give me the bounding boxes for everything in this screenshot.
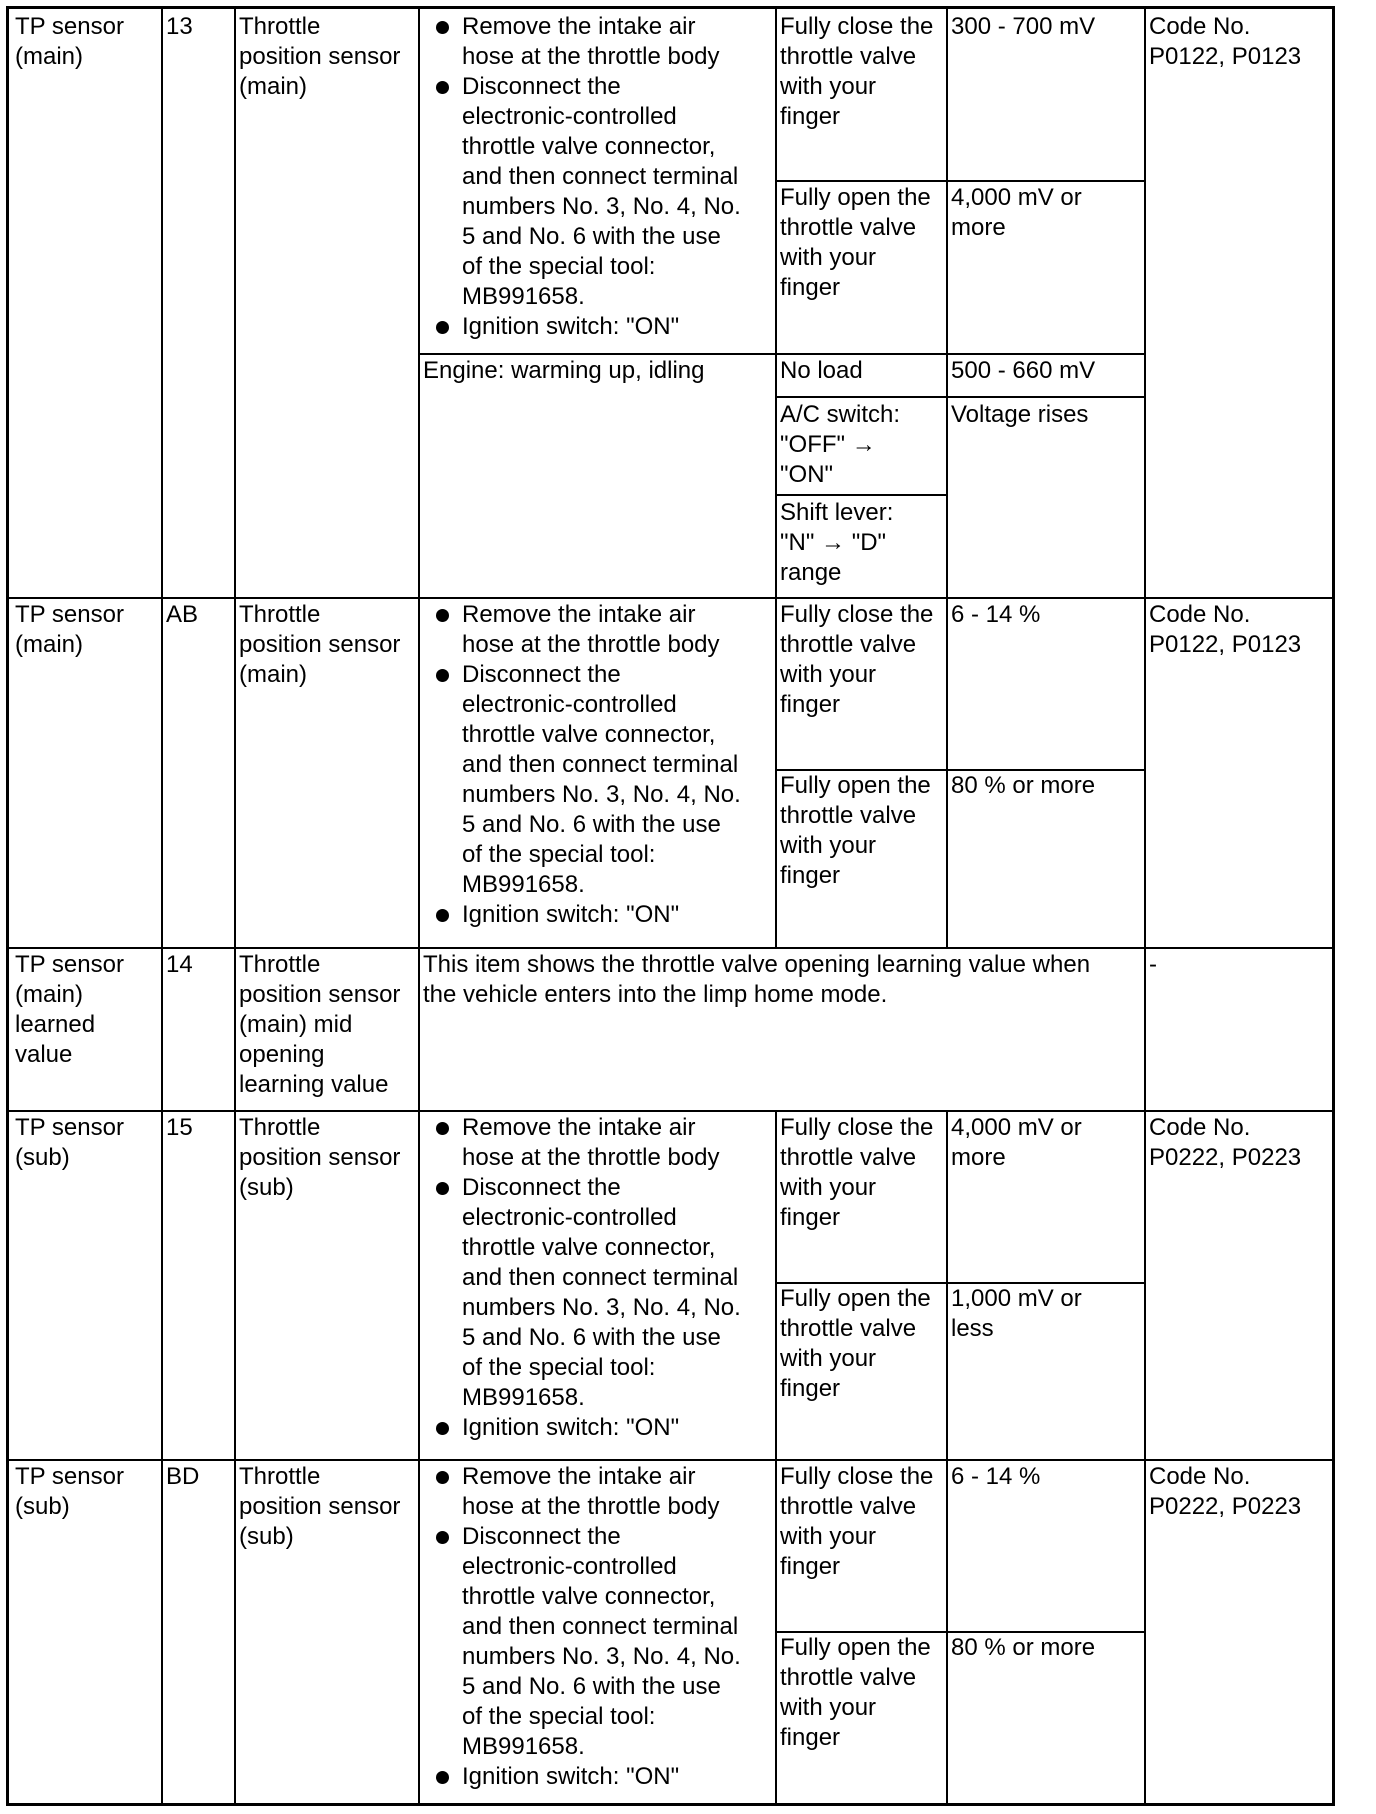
- normal-condition-cell-line: less: [951, 1315, 994, 1342]
- requirement-cell-line: finger: [780, 274, 841, 301]
- inspection-cell: [1149, 1113, 1301, 1173]
- condition-text: throttle valve connector,: [462, 721, 716, 748]
- condition-text: MB991658.: [462, 1384, 585, 1411]
- no-cell: 15: [166, 1114, 193, 1141]
- condition-item: [413, 312, 741, 342]
- condition-item: [413, 1462, 741, 1522]
- normal-condition-cell-line: Voltage rises: [951, 401, 1089, 428]
- item-cell-line: TP sensor: [15, 601, 124, 628]
- condition-text: and then connect terminal: [462, 751, 739, 778]
- service-data-table: [6, 6, 1335, 1806]
- description-cell: [423, 950, 1090, 1010]
- name-cell-line: opening: [239, 1041, 325, 1068]
- row-rule: [9, 1459, 1332, 1461]
- requirement-cell-line: with your: [780, 1523, 877, 1550]
- name-cell-line: Throttle: [239, 1463, 321, 1490]
- condition-text: Disconnect the: [462, 73, 621, 100]
- requirement-cell-line: finger: [780, 862, 841, 889]
- condition-text: of the special tool:: [462, 841, 656, 868]
- requirement-cell-line: throttle valve: [780, 1493, 917, 1520]
- normal-condition-cell-line: more: [951, 214, 1006, 241]
- normal-condition-cell: [951, 356, 1095, 386]
- inspection-cell: [1149, 12, 1301, 72]
- row-rule: [9, 597, 1332, 599]
- condition-text: MB991658.: [462, 283, 585, 310]
- name-cell-line: position sensor: [239, 631, 401, 658]
- requirement-cell: [780, 771, 931, 891]
- item-cell-line: TP sensor: [15, 951, 124, 978]
- condition-item: [413, 1762, 741, 1792]
- requirement-cell: [780, 12, 933, 132]
- name-cell: [239, 950, 400, 1100]
- name-cell-line: (main) mid: [239, 1011, 353, 1038]
- normal-condition-cell-line: 6 - 14 %: [951, 1463, 1041, 1490]
- item-cell: [15, 600, 124, 660]
- requirement-cell-line: "OFF" →: [780, 431, 876, 458]
- name-cell-line: (sub): [239, 1523, 294, 1550]
- normal-condition-cell: [951, 12, 1095, 42]
- name-cell-line: Throttle: [239, 13, 321, 40]
- column-rule: [775, 1112, 777, 1803]
- condition-list: [413, 1462, 741, 1792]
- condition-text: Remove the intake air: [462, 1114, 696, 1141]
- no-cell: 13: [166, 13, 193, 40]
- condition-text: electronic-controlled: [462, 1204, 677, 1231]
- item-cell-line: learned: [15, 1011, 96, 1038]
- requirement-cell-line: "N" → "D": [780, 529, 887, 556]
- requirement-cell-line: finger: [780, 1204, 841, 1231]
- condition-text: Remove the intake air: [462, 1463, 696, 1490]
- no-cell: 14: [166, 951, 193, 978]
- requirement-cell-line: throttle valve: [780, 1664, 917, 1691]
- requirement-cell-line: A/C switch:: [780, 401, 901, 428]
- item-cell: [15, 1113, 124, 1173]
- column-rule: [946, 9, 948, 949]
- condition-text: 5 and No. 6 with the use: [462, 1324, 721, 1351]
- name-cell-line: (main): [239, 661, 308, 688]
- inspection-cell: [1149, 1462, 1301, 1522]
- item-cell-line: (main): [15, 981, 84, 1008]
- name-cell-line: position sensor: [239, 1144, 401, 1171]
- requirement-cell-line: Fully open the: [780, 1634, 931, 1661]
- requirement-cell: [780, 183, 931, 303]
- item-cell: [15, 12, 124, 72]
- requirement-cell-line: throttle valve: [780, 43, 917, 70]
- normal-condition-cell: [951, 771, 1095, 801]
- inspection-cell: [1149, 600, 1301, 660]
- condition-text: numbers No. 3, No. 4, No.: [462, 781, 741, 808]
- requirement-cell-line: with your: [780, 73, 877, 100]
- normal-condition-cell-line: 4,000 mV or: [951, 1114, 1082, 1141]
- requirement-cell-line: Fully close the: [780, 1114, 934, 1141]
- condition-text: Ignition switch: "ON": [462, 901, 680, 928]
- name-cell-line: (sub): [239, 1174, 294, 1201]
- normal-condition-cell: [951, 1462, 1040, 1492]
- condition-text: Disconnect the: [462, 1523, 621, 1550]
- requirement-cell-line: Fully close the: [780, 601, 934, 628]
- no-cell: BD: [166, 1463, 200, 1490]
- inspection-cell-line: -: [1149, 951, 1157, 978]
- requirement-cell: [780, 356, 863, 386]
- normal-condition-cell-line: 6 - 14 %: [951, 601, 1041, 628]
- item-cell-line: TP sensor: [15, 1114, 124, 1141]
- no-cell: AB: [166, 601, 199, 628]
- condition-text: MB991658.: [462, 1733, 585, 1760]
- condition-text: hose at the throttle body: [462, 1493, 720, 1520]
- requirement-cell-line: Fully open the: [780, 1285, 931, 1312]
- inspection-cell-line: P0222, P0223: [1149, 1144, 1302, 1171]
- condition-text: and then connect terminal: [462, 1264, 739, 1291]
- requirement-cell-line: with your: [780, 1345, 877, 1372]
- requirement-cell-line: with your: [780, 661, 877, 688]
- requirement-cell-line: throttle valve: [780, 214, 917, 241]
- condition-item: [413, 600, 741, 660]
- condition-text: Engine: warming up, idling: [423, 357, 705, 384]
- requirement-cell: [780, 1462, 933, 1582]
- item-cell-line: (main): [15, 631, 84, 658]
- condition-text: numbers No. 3, No. 4, No.: [462, 1294, 741, 1321]
- requirement-cell-line: "ON": [780, 461, 834, 488]
- condition-text: hose at the throttle body: [462, 1144, 720, 1171]
- normal-condition-cell: [951, 400, 1088, 430]
- condition-text: MB991658.: [462, 871, 585, 898]
- normal-condition-cell-line: 4,000 mV or: [951, 184, 1082, 211]
- requirement-cell-line: range: [780, 559, 842, 586]
- requirement-cell-line: Fully open the: [780, 184, 931, 211]
- name-cell-line: Throttle: [239, 601, 321, 628]
- normal-condition-cell: [951, 1284, 1082, 1344]
- normal-condition-cell: [951, 1113, 1082, 1173]
- item-cell-line: value: [15, 1041, 73, 1068]
- requirement-cell: [780, 1284, 931, 1404]
- item-cell-line: (main): [15, 43, 84, 70]
- inspection-cell-line: P0122, P0123: [1149, 43, 1302, 70]
- requirement-cell-line: with your: [780, 832, 877, 859]
- condition-text: throttle valve connector,: [462, 1583, 716, 1610]
- requirement-cell: [780, 1633, 931, 1753]
- condition-text: Ignition switch: "ON": [462, 1763, 680, 1790]
- requirement-cell-line: throttle valve: [780, 631, 917, 658]
- inspection-cell: [1149, 950, 1157, 980]
- condition-list: [413, 12, 741, 342]
- inspection-cell-line: Code No.: [1149, 601, 1251, 628]
- row-rule: [9, 947, 1332, 949]
- item-cell-line: TP sensor: [15, 13, 124, 40]
- item-cell-line: TP sensor: [15, 1463, 124, 1490]
- condition-text: throttle valve connector,: [462, 133, 716, 160]
- condition-text: numbers No. 3, No. 4, No.: [462, 193, 741, 220]
- name-cell-line: position sensor: [239, 1493, 401, 1520]
- condition-text: numbers No. 3, No. 4, No.: [462, 1643, 741, 1670]
- condition-text: throttle valve connector,: [462, 1234, 716, 1261]
- row-rule: [775, 180, 1146, 182]
- condition-item: [413, 72, 741, 312]
- condition-text: hose at the throttle body: [462, 631, 720, 658]
- name-cell-line: Throttle: [239, 951, 321, 978]
- condition-text: of the special tool:: [462, 253, 656, 280]
- item-cell-line: (sub): [15, 1493, 70, 1520]
- condition-text: Disconnect the: [462, 1174, 621, 1201]
- row-rule: [775, 396, 1146, 398]
- requirement-cell-line: finger: [780, 691, 841, 718]
- requirement-cell-line: with your: [780, 1694, 877, 1721]
- condition-item: [413, 900, 741, 930]
- requirement-cell-line: finger: [780, 1553, 841, 1580]
- normal-condition-cell-line: more: [951, 1144, 1006, 1171]
- requirement-cell-line: finger: [780, 103, 841, 130]
- condition-text: electronic-controlled: [462, 691, 677, 718]
- requirement-cell-line: finger: [780, 1375, 841, 1402]
- condition-text: 5 and No. 6 with the use: [462, 223, 721, 250]
- requirement-cell-line: Shift lever:: [780, 499, 894, 526]
- condition-item: [413, 1522, 741, 1762]
- normal-condition-cell: [951, 1633, 1095, 1663]
- requirement-cell-line: throttle valve: [780, 802, 917, 829]
- condition-item: [413, 1413, 741, 1443]
- inspection-cell-line: Code No.: [1149, 1463, 1251, 1490]
- condition-text: hose at the throttle body: [462, 43, 720, 70]
- condition-text: of the special tool:: [462, 1354, 656, 1381]
- condition-text: of the special tool:: [462, 1703, 656, 1730]
- column-rule: [775, 9, 777, 949]
- column-rule: [1144, 9, 1146, 1803]
- requirement-cell-line: Fully open the: [780, 772, 931, 799]
- condition-text: 5 and No. 6 with the use: [462, 1673, 721, 1700]
- row-rule: [418, 353, 1146, 355]
- condition-text: electronic-controlled: [462, 103, 677, 130]
- name-cell: [239, 600, 400, 690]
- inspection-cell-line: Code No.: [1149, 13, 1251, 40]
- requirement-cell: [780, 600, 933, 720]
- requirement-cell: [780, 498, 893, 588]
- condition-text: Ignition switch: "ON": [462, 1414, 680, 1441]
- name-cell-line: Throttle: [239, 1114, 321, 1141]
- item-cell: [15, 1462, 124, 1522]
- name-cell-line: learning value: [239, 1071, 389, 1098]
- item-cell-line: (sub): [15, 1144, 70, 1171]
- requirement-cell-line: Fully close the: [780, 1463, 934, 1490]
- condition-item: [413, 12, 741, 72]
- requirement-cell-line: throttle valve: [780, 1315, 917, 1342]
- condition-item: [413, 1173, 741, 1413]
- name-cell-line: (main): [239, 73, 308, 100]
- inspection-cell-line: P0222, P0223: [1149, 1493, 1302, 1520]
- name-cell: [239, 12, 400, 102]
- condition-item: [413, 660, 741, 900]
- item-cell: [15, 950, 124, 1070]
- normal-condition-cell-line: 80 % or more: [951, 1634, 1096, 1661]
- row-rule: [9, 1110, 1332, 1112]
- column-rule: [234, 9, 236, 1803]
- name-cell-line: position sensor: [239, 43, 401, 70]
- condition-text: Disconnect the: [462, 661, 621, 688]
- condition-text: Remove the intake air: [462, 13, 696, 40]
- name-cell-line: position sensor: [239, 981, 401, 1008]
- column-rule: [161, 9, 163, 1803]
- condition-text: and then connect terminal: [462, 163, 739, 190]
- requirement-cell-line: Fully close the: [780, 13, 934, 40]
- description-cell-line: the vehicle enters into the limp home mode.: [423, 981, 888, 1008]
- requirement-cell-line: finger: [780, 1724, 841, 1751]
- condition-text: and then connect terminal: [462, 1613, 739, 1640]
- normal-condition-cell: [951, 600, 1040, 630]
- condition-list: [413, 600, 741, 930]
- condition-text: electronic-controlled: [462, 1553, 677, 1580]
- requirement-cell-line: with your: [780, 244, 877, 271]
- condition-list: [413, 1113, 741, 1443]
- requirement-cell: [780, 1113, 933, 1233]
- inspection-cell-line: P0122, P0123: [1149, 631, 1302, 658]
- condition-text: 5 and No. 6 with the use: [462, 811, 721, 838]
- inspection-cell-line: Code No.: [1149, 1114, 1251, 1141]
- row-rule: [775, 494, 948, 496]
- column-rule: [946, 1112, 948, 1803]
- requirement-cell: [780, 400, 900, 490]
- name-cell: [239, 1113, 400, 1203]
- normal-condition-cell-line: 300 - 700 mV: [951, 13, 1096, 40]
- requirement-cell-line: No load: [780, 357, 863, 384]
- normal-condition-cell-line: 80 % or more: [951, 772, 1096, 799]
- description-cell-line: This item shows the throttle valve opening learning value when: [423, 951, 1091, 978]
- condition-text: Remove the intake air: [462, 601, 696, 628]
- normal-condition-cell-line: 1,000 mV or: [951, 1285, 1082, 1312]
- condition-text: Ignition switch: "ON": [462, 313, 680, 340]
- normal-condition-cell-line: 500 - 660 mV: [951, 357, 1096, 384]
- requirement-cell-line: with your: [780, 1174, 877, 1201]
- requirement-cell-line: throttle valve: [780, 1144, 917, 1171]
- normal-condition-cell: [951, 183, 1082, 243]
- name-cell: [239, 1462, 400, 1552]
- condition-item: [413, 1113, 741, 1173]
